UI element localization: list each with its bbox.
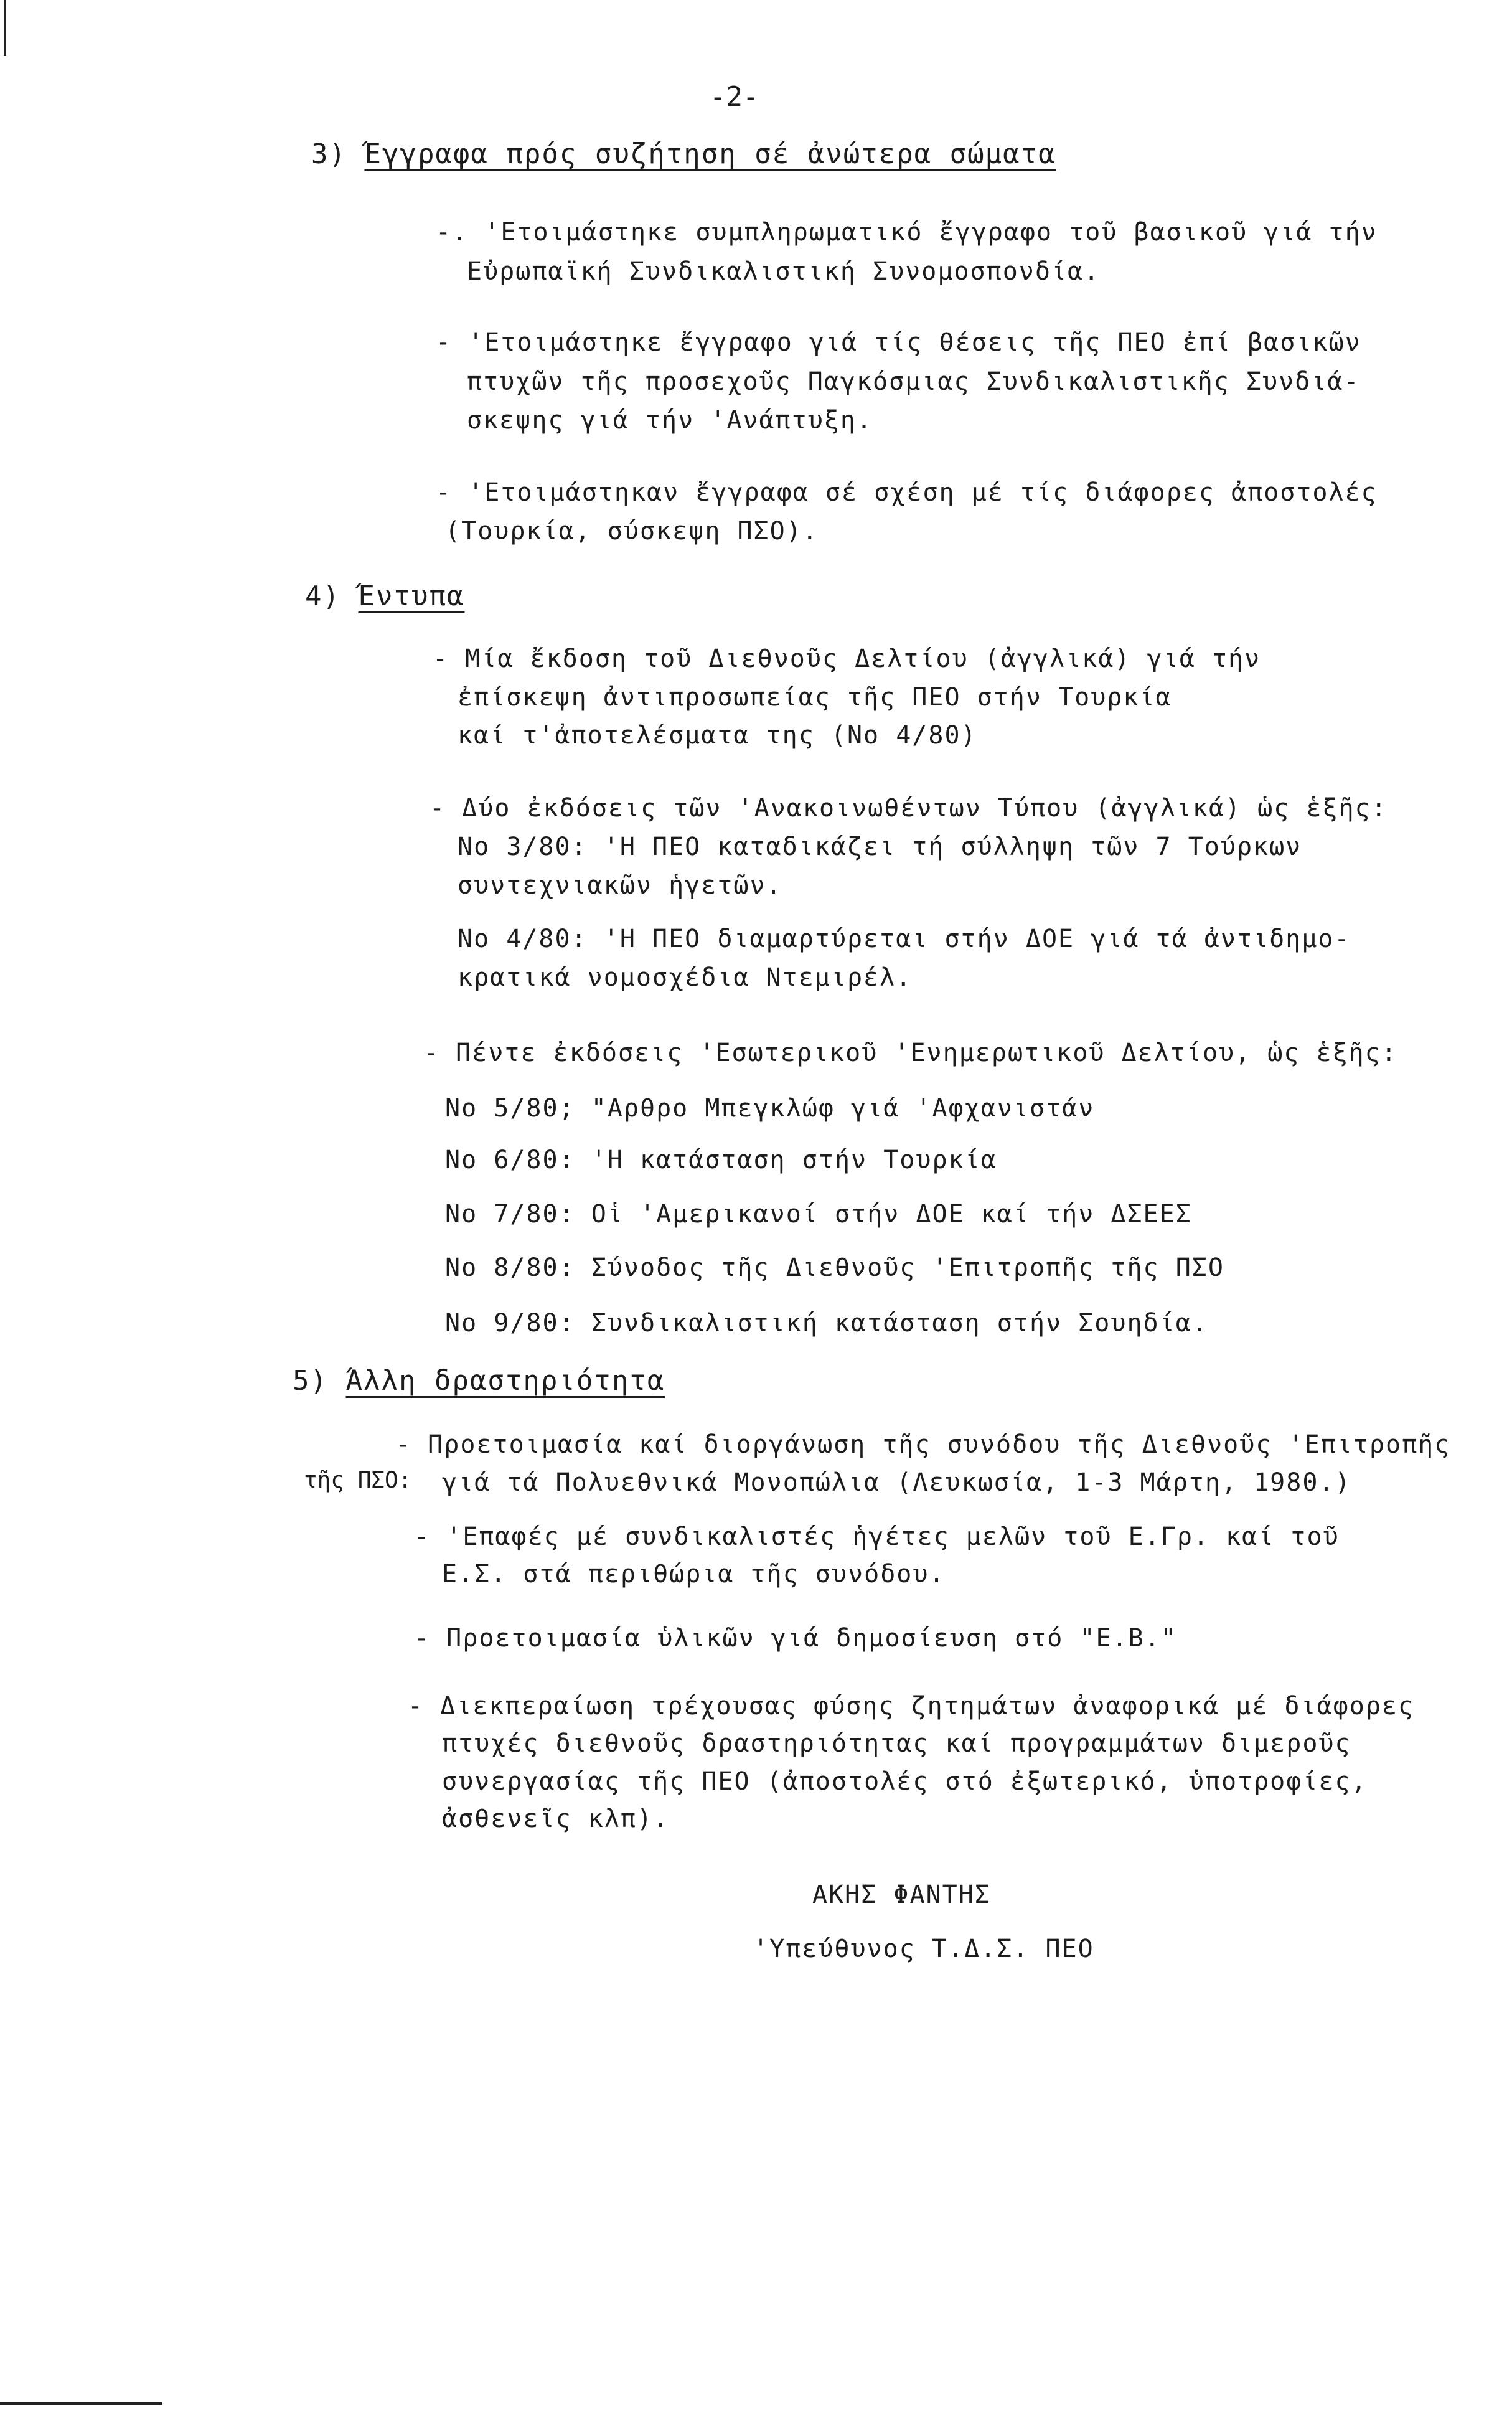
section-title: Έντυπα	[358, 580, 465, 612]
text-line: (Τουρκία, σύσκεψη ΠΣΟ).	[445, 517, 819, 545]
text-line: Νο 4/80: 'Η ΠΕΟ διαμαρτύρεται στήν ΔΟΕ γιά τά ἀντιδημο-	[458, 925, 1351, 953]
text-line: - Πέντε ἐκδόσεις 'Εσωτερικοῦ 'Ενημερωτικοῦ Δελτίου, ὡς ἑξῆς:	[423, 1039, 1397, 1067]
section-number: 5)	[293, 1365, 328, 1397]
text-line: Ε.Σ. στά περιθώρια τῆς συνόδου.	[442, 1560, 946, 1588]
margin-note: τῆς ΠΣΟ:	[304, 1468, 412, 1493]
signature-name: ΑΚΗΣ ΦΑΝΤΗΣ	[812, 1880, 991, 1909]
text-line: - 'Επαφές μέ συνδικαλιστές ἡγέτες μελῶν τοῦ Ε.Γρ. καί τοῦ	[414, 1522, 1340, 1551]
text-line: καί τ'ἀποτελέσματα της (Νο 4/80)	[458, 721, 977, 750]
text-line: - Μία ἔκδοση τοῦ Διεθνοῦς Δελτίου (ἀγγλικά) γιά τήν	[433, 644, 1261, 673]
text-line: ἐπίσκεψη ἀντιπροσωπείας τῆς ΠΕΟ στήν Τουρκία	[458, 683, 1172, 712]
list-item: Νο 7/80: Οἱ 'Αμερικανοί στήν ΔΟΕ καί τήν ΔΣΕΕΣ	[445, 1200, 1192, 1229]
text-line: - Διεκπεραίωση τρέχουσας φύσης ζητημάτων ἀναφορικά μέ διάφορες	[408, 1692, 1415, 1720]
list-item: Νο 5/80; "Αρθρο Μπεγκλώφ γιά 'Αφχανιστάν	[445, 1094, 1095, 1123]
section-heading	[305, 579, 464, 614]
text-line: ἀσθενεῖς κλπ).	[442, 1805, 670, 1833]
text-line: κρατικά νομοσχέδια Ντεμιρέλ.	[458, 963, 913, 992]
list-item: Νο 6/80: 'Η κατάσταση στήν Τουρκία	[445, 1146, 997, 1174]
text-line: - Προετοιμασία καί διοργάνωση τῆς συνόδου τῆς Διεθνοῦς 'Επιτροπῆς	[395, 1430, 1451, 1459]
section-number: 3)	[311, 138, 347, 170]
text-line: συντεχνιακῶν ἡγετῶν.	[458, 871, 782, 900]
text-line: -. 'Ετοιμάστηκε συμπληρωματικό ἔγγραφο τοῦ βασικοῦ γιά τήν	[436, 218, 1378, 247]
section-heading	[293, 1364, 665, 1399]
text-line: πτυχῶν τῆς προσεχοῦς Παγκόσμιας Συνδικαλιστικῆς Συνδιά-	[467, 367, 1360, 396]
section-heading	[311, 137, 1056, 172]
text-line: πτυχές διεθνοῦς δραστηριότητας καί προγραμμάτων διμεροῦς	[442, 1729, 1351, 1758]
text-line: - Δύο ἐκδόσεις τῶν 'Ανακοινωθέντων Τύπου (ἀγγλικά) ὡς ἑξῆς:	[430, 794, 1388, 823]
text-line: Εὐρωπαϊκή Συνδικαλιστική Συνομοσπονδία.	[467, 257, 1101, 286]
section-number: 4)	[305, 580, 340, 612]
section-title: Άλλη δραστηριότητα	[345, 1365, 665, 1397]
signature-role: 'Υπεύθυνος Τ.Δ.Σ. ΠΕΟ	[753, 1935, 1094, 1963]
list-item: Νο 9/80: Συνδικαλιστική κατάσταση στήν Σουηδία.	[445, 1309, 1208, 1338]
scan-mark	[4, 0, 6, 56]
list-item: Νο 8/80: Σύνοδος τῆς Διεθνοῦς 'Επιτροπῆς τῆς ΠΣΟ	[445, 1253, 1224, 1282]
section-title: Έγγραφα πρός συζήτηση σέ ἀνώτερα σώματα	[364, 138, 1056, 170]
scan-mark	[0, 2402, 162, 2405]
text-line: - 'Ετοιμάστηκε ἔγγραφο γιά τίς θέσεις τῆς ΠΕΟ ἐπί βασικῶν	[436, 328, 1361, 357]
text-line: Νο 3/80: 'Η ΠΕΟ καταδικάζει τή σύλληψη τῶν 7 Τούρκων	[458, 833, 1302, 861]
text-line: συνεργασίας τῆς ΠΕΟ (ἀποστολές στό ἐξωτερικό, ὑποτροφίες,	[442, 1767, 1368, 1796]
text-line: γιά τά Πολυεθνικά Μονοπώλια (Λευκωσία, 1-3 Μάρτη, 1980.)	[442, 1468, 1351, 1497]
text-line: - Προετοιμασία ὑλικῶν γιά δημοσίευση στό "Ε.Β."	[414, 1624, 1177, 1653]
text-line: σκεψης γιά τήν 'Ανάπτυξη.	[467, 406, 873, 435]
page-number: -2-	[710, 81, 759, 113]
text-line: - 'Ετοιμάστηκαν ἔγγραφα σέ σχέση μέ τίς διάφορες ἀποστολές	[436, 478, 1378, 507]
